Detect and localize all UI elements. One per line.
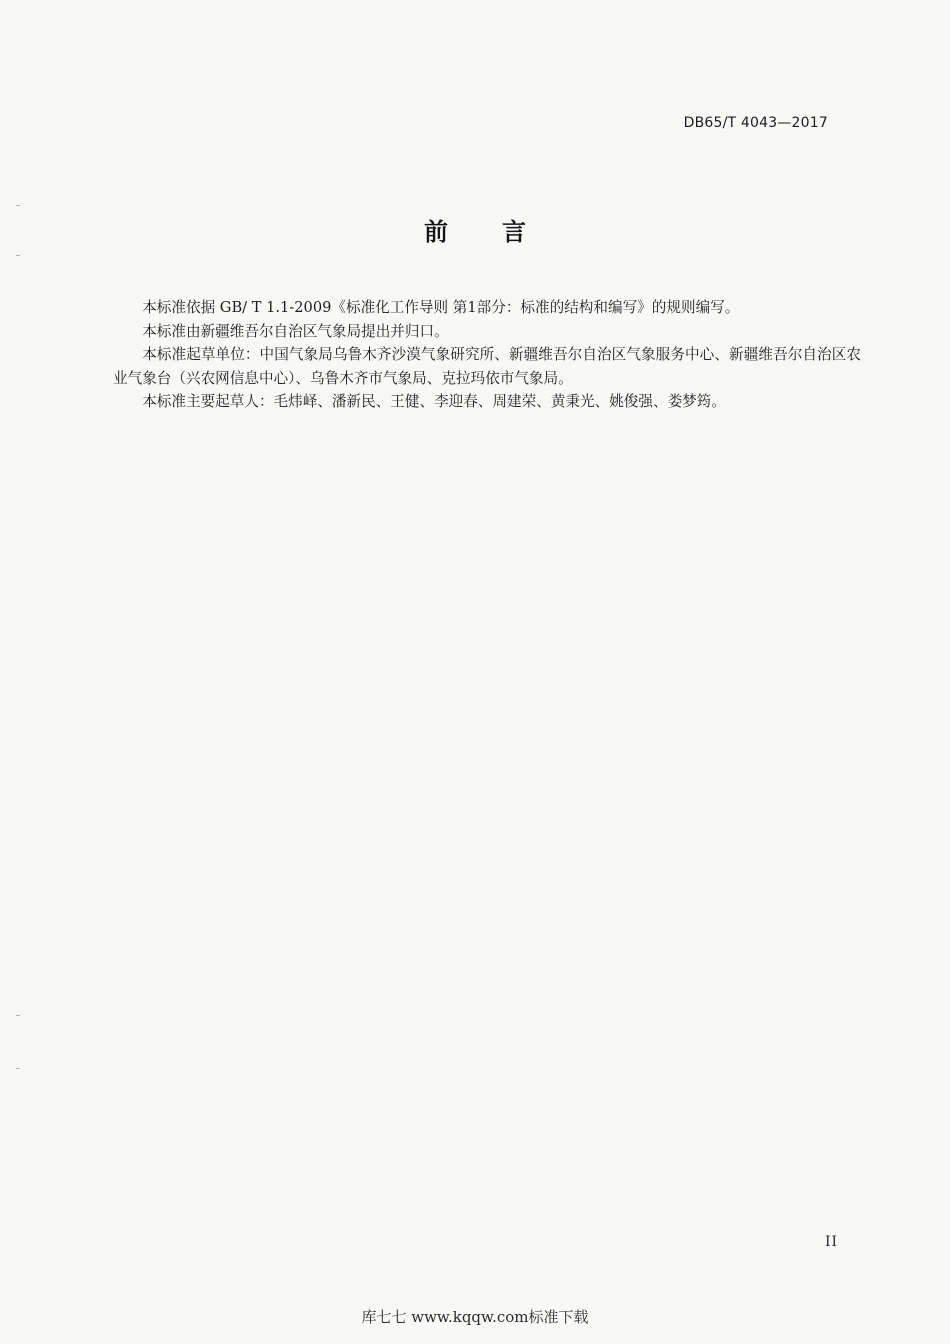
page-number: II bbox=[824, 1234, 838, 1250]
paragraph-standard-basis: 本标准依据 GB/ T 1.1-2009《标准化工作导则 第1部分：标准的结构和编写》的规则编写。 bbox=[142, 299, 740, 316]
download-footer: 库七七 www.kqqw.com标准下载 bbox=[361, 1308, 589, 1326]
preface-body bbox=[113, 296, 861, 414]
paragraph-drafters: 本标准主要起草人：毛炜峄、潘新民、王健、李迎春、周建荣、黄秉光、姚俊强、娄梦筠。 bbox=[142, 393, 726, 410]
scan-edge-mark bbox=[16, 1015, 20, 1016]
scan-edge-mark bbox=[16, 1068, 20, 1069]
scan-edge-mark bbox=[16, 205, 20, 206]
paragraph-drafting-units: 本标准起草单位：中国气象局乌鲁木齐沙漠气象研究所、新疆维吾尔自治区气象服务中心、新疆维吾尔自治区农业气象台（兴农网信息中心）、乌鲁木齐市气象局、克拉玛依市气象局。 bbox=[113, 346, 861, 387]
scan-edge-mark bbox=[16, 255, 20, 256]
document-code: DB65/T 4043—2017 bbox=[683, 115, 828, 131]
page-title: 前言 bbox=[424, 218, 580, 246]
paragraph-proposer: 本标准由新疆维吾尔自治区气象局提出并归口。 bbox=[142, 322, 449, 340]
